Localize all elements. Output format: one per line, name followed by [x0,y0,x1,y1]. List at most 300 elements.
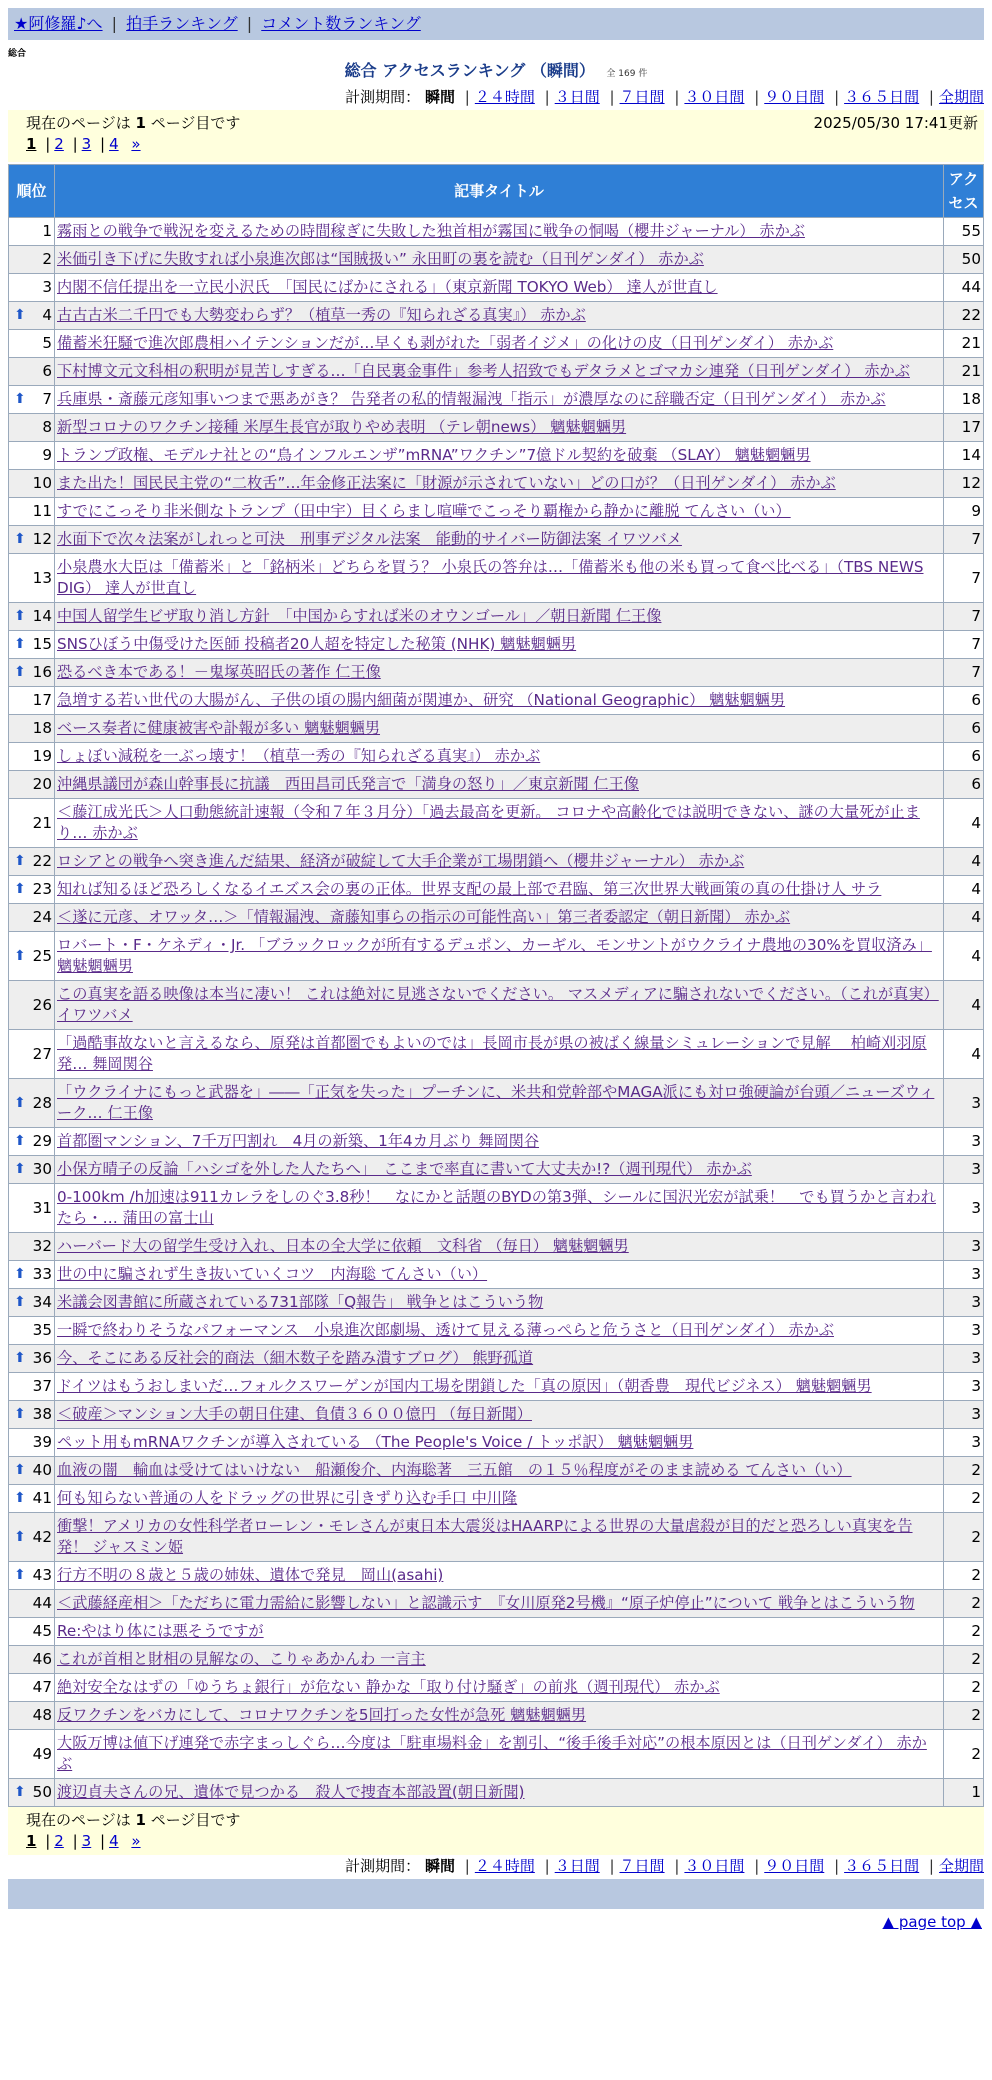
rank-cell [9,1156,55,1184]
title-cell [55,1513,944,1562]
table-row [9,743,984,771]
home-link[interactable]: ★阿修羅♪へ [14,14,103,33]
title-cell [55,218,944,246]
rank-up-arrow-icon: ⬆ [14,664,26,680]
rank-cell [9,1429,55,1457]
article-title-link[interactable]: ＜藤江成光氏＞人口動態統計速報（令和７年３月分）「過去最高を更新。 コロナや高齢化では説明できない、謎の大量死が止まり… 赤かぶ [57,803,920,842]
title-cell [55,1401,944,1429]
period-365d-link[interactable]: ３６５日間 [844,88,920,106]
page-info: 現在のページは 1 ページ目です [26,1811,241,1829]
article-title-link[interactable]: 絶対安全なはずの「ゆうちょ銀行」が危ない 静かな「取り付け騒ぎ」の前兆（週刊現代） 赤かぶ [57,1678,720,1696]
rank-cell [9,1373,55,1401]
article-title-link[interactable]: すでにこっそり非米側なトランプ（田中宇）目くらまし喧嘩でこっそり覇権から静かに離脱 てんさい（い） [57,502,791,520]
table-row [9,1079,984,1128]
rank-cell [9,932,55,981]
rank-number: 8 [42,418,52,436]
title-cell [55,631,944,659]
access-count: 6 [944,771,984,799]
total-count: 全 169 件 [606,69,648,79]
article-title-link[interactable]: 渡辺貞夫さんの兄、遺体で見つかる 殺人で捜査本部設置(朝日新聞) [57,1783,525,1801]
title-cell [55,981,944,1030]
rank-cell [9,687,55,715]
table-header-row [9,165,984,218]
title-cell [55,715,944,743]
rank-number: 37 [32,1377,52,1395]
access-count: 2 [944,1730,984,1779]
rank-cell [9,1401,55,1429]
title-cell [55,274,944,302]
rank-number: 34 [32,1293,52,1311]
rank-number: 22 [32,852,52,870]
rank-number: 43 [32,1566,52,1584]
period-label: 計測期間： [345,1857,421,1875]
table-row [9,631,984,659]
title-cell [55,1702,944,1730]
article-title-link[interactable]: ロバート・F・ケネディ・Jr. 「ブラックロックが所有するデュポン、カーギル、モンサントがウクライナ農地の30%を買収済み」 魑魅魍魎男 [57,936,932,975]
access-count: 2 [944,1457,984,1485]
article-title-link[interactable]: トランプ政権、モデルナ社との“鳥インフルエンザ”mRNA”ワクチン”7億ドル契約を破棄 （SLAY） 魑魅魍魎男 [57,446,811,464]
rank-number: 44 [32,1594,52,1612]
pager-page-2[interactable]: 2 [54,1832,64,1850]
page-info: 現在のページは 1 ページ目です [26,114,241,132]
nav-separator: | [246,14,253,33]
rank-cell [9,1590,55,1618]
header-rank: 順位 [9,165,55,218]
rank-cell [9,1702,55,1730]
period-7d-link[interactable]: ７日間 [619,1857,665,1875]
rank-number: 23 [32,880,52,898]
title-cell [55,386,944,414]
period-30d-link[interactable]: ３０日間 [684,1857,745,1875]
rank-cell [9,715,55,743]
article-title-link[interactable]: ドイツはもうおしまいだ…フォルクスワーゲンが国内工場を閉鎖した「真の原因」（朝香豊 現代ビジネス） 魑魅魍魎男 [57,1377,872,1395]
rank-number: 40 [32,1461,52,1479]
rank-number: 7 [42,390,52,408]
article-title-link[interactable]: しょぼい減税を一ぶっ壊す！（植草一秀の『知られざる真実』） 赤かぶ [57,747,541,765]
article-title-link[interactable]: 恐るべき本である！－鬼塚英昭氏の著作 仁王像 [57,663,381,681]
rank-number: 26 [32,995,52,1014]
title-cell [55,799,944,848]
article-title-link[interactable]: これが首相と財相の見解なの、こりゃあかんわ 一言主 [57,1650,426,1668]
article-title-link[interactable]: SNSひぼう中傷受けた医師 投稿者20人超を特定した秘策 (NHK) 魑魅魍魎男 [57,635,577,653]
pager-next[interactable]: » [131,135,141,153]
article-title-link[interactable]: 今、そこにある反社会的商法（細木数子を踏み潰すブログ） 熊野孤道 [57,1349,534,1367]
rank-cell [9,981,55,1030]
table-row [9,715,984,743]
rank-cell [9,743,55,771]
access-count: 4 [944,848,984,876]
title-cell [55,1485,944,1513]
table-row [9,302,984,330]
rank-up-arrow-icon: ⬆ [14,1161,26,1177]
title-cell [55,1345,944,1373]
table-row [9,470,984,498]
rank-cell [9,470,55,498]
title-cell [55,1590,944,1618]
article-title-link[interactable]: Re:やはり体には悪そうですが [57,1622,264,1640]
table-row [9,330,984,358]
nav-separator: | [111,14,118,33]
rank-number: 41 [32,1489,52,1507]
article-title-link[interactable]: ロシアとの戦争へ突き進んだ結果、経済が破綻して大手企業が工場閉鎖へ（櫻井ジャーナル） 赤かぶ [57,852,745,870]
access-count: 7 [944,526,984,554]
period-7d-link[interactable]: ７日間 [619,88,665,106]
title-cell [55,1457,944,1485]
title-cell [55,1730,944,1779]
header-title: 記事タイトル [55,165,944,218]
title-cell [55,330,944,358]
current-page-number: 1 [135,1811,146,1829]
period-90d-link[interactable]: ９０日間 [764,1857,825,1875]
title-cell [55,1030,944,1079]
rank-cell [9,1184,55,1233]
table-row [9,771,984,799]
article-title-link[interactable]: 沖縄県議団が森山幹事長に抗議 西田昌司氏発言で「満身の怒り」／東京新聞 仁王像 [57,775,639,793]
rank-up-arrow-icon: ⬆ [14,1094,26,1111]
rank-up-arrow-icon: ⬆ [14,1266,26,1282]
table-row [9,414,984,442]
article-title-link[interactable]: 米議会図書館に所蔵されている731部隊「Q報告」 戦争とはこういう物 [57,1293,544,1311]
table-row [9,1590,984,1618]
period-all-link[interactable]: 全期間 [938,1857,984,1875]
rank-number: 32 [32,1237,52,1255]
table-row [9,1457,984,1485]
pager-page-3[interactable]: 3 [81,1832,92,1850]
rank-cell [9,274,55,302]
page-info-box-bottom [8,1807,984,1855]
rank-cell [9,554,55,603]
article-title-link[interactable]: 小泉農水大臣は「備蓄米」と「銘柄米」どちらを買う？ 小泉氏の答弁は…「備蓄米も他の米も買って食べ比べる」（TBS NEWS DIG） 達人が世直し [57,558,924,597]
rank-number: 45 [32,1622,52,1640]
table-row [9,1128,984,1156]
period-3d-link[interactable]: ３日間 [554,88,600,106]
access-count: 4 [944,1030,984,1079]
rank-cell [9,1345,55,1373]
rank-up-arrow-icon: ⬆ [14,1294,26,1310]
access-count: 2 [944,1618,984,1646]
title-cell [55,526,944,554]
bottom-bar [8,1879,984,1909]
period-24h-link[interactable]: ２４時間 [474,1857,535,1875]
rank-number: 4 [42,306,52,324]
rank-up-arrow-icon: ⬆ [14,391,26,407]
table-row [9,442,984,470]
article-title-link[interactable]: 「ウクライナにもっと武器を」――「正気を失った」プーチンに、米共和党幹部やMAGA派にも対ロ強硬論が台頭／ニューズウィーク… 仁王像 [57,1083,935,1122]
period-90d-link[interactable]: ９０日間 [764,88,825,106]
article-title-link[interactable]: 兵庫県・斎藤元彦知事いつまで悪あがき？ 告発者の私的情報漏洩「指示」が濃厚なのに辞職否定（日刊ゲンダイ） 赤かぶ [57,390,886,408]
rank-number: 6 [42,362,52,380]
access-count: 50 [944,246,984,274]
title-cell [55,876,944,904]
rank-number: 14 [32,607,52,625]
table-row [9,1646,984,1674]
table-row [9,246,984,274]
access-count: 3 [944,1128,984,1156]
article-title-link[interactable]: 内閣不信任提出を一立民小沢氏 「国民にばかにされる」（東京新聞 TOKYO Web） 達人が世直し [57,278,718,296]
access-count: 7 [944,603,984,631]
period-3d-link[interactable]: ３日間 [554,1857,600,1875]
title-cell [55,771,944,799]
rank-number: 48 [32,1706,52,1724]
table-row [9,1702,984,1730]
rank-cell [9,1674,55,1702]
updated-timestamp: 2025/05/30 17:41更新 [813,114,978,132]
rank-cell [9,302,55,330]
article-title-link[interactable]: 急増する若い世代の大腸がん、子供の頃の腸内細菌が関連か、研究 （National Geographic） 魑魅魍魎男 [57,691,786,709]
rank-number: 30 [32,1160,52,1178]
access-count: 6 [944,687,984,715]
section-tag: 総合 [8,49,27,59]
rank-cell [9,358,55,386]
article-title-link[interactable]: 行方不明の８歳と５歳の姉妹、遺体で発見 岡山(asahi) [57,1566,444,1584]
rank-cell [9,876,55,904]
table-row [9,1373,984,1401]
rank-number: 10 [32,474,52,492]
table-row [9,1618,984,1646]
page-title [0,60,992,85]
access-count: 22 [944,302,984,330]
access-count: 3 [944,1184,984,1233]
article-title-link[interactable]: 首都圏マンション、7千万円割れ 4月の新築、1年4カ月ぶり 舞岡関谷 [57,1132,540,1150]
pager-page-4[interactable]: 4 [109,1832,119,1850]
period-selector-bottom: 計測期間： 瞬間 | ２４時間 | ３日間 | ７日間 | ３０日間 | ９０日間 | ３６５日間 | 全期間 [345,1857,984,1875]
pager-page-3[interactable]: 3 [81,135,92,153]
title-cell [55,414,944,442]
title-cell [55,1317,944,1345]
pager-page-2[interactable]: 2 [54,135,64,153]
period-365d-link[interactable]: ３６５日間 [844,1857,920,1875]
rank-cell [9,1261,55,1289]
article-title-link[interactable]: また出た！国民民主党の“二枚舌”…年金修正法案に「財源が示されていない」どの口が？（日刊ゲンダイ） 赤かぶ [57,474,836,492]
article-title-link[interactable]: 一瞬で終わりそうなパフォーマンス 小泉進次郎劇場、透けて見える薄っぺらと危うさと（日刊ゲンダイ） 赤かぶ [57,1321,834,1339]
rank-up-arrow-icon: ⬆ [14,531,26,547]
rank-cell [9,904,55,932]
table-row [9,981,984,1030]
table-row [9,1779,984,1807]
period-label: 計測期間： [345,88,421,106]
rank-cell [9,330,55,358]
access-count: 44 [944,274,984,302]
access-count: 3 [944,1079,984,1128]
page-info-box-top [8,110,984,162]
title-cell [55,1562,944,1590]
rank-number: 39 [32,1433,52,1451]
access-count: 2 [944,1646,984,1674]
title-cell [55,848,944,876]
rank-number: 15 [32,635,52,653]
table-row [9,1562,984,1590]
table-row [9,1184,984,1233]
top-nav-bar [8,8,984,40]
access-count: 7 [944,631,984,659]
article-title-link[interactable]: 小保方晴子の反論「ハシゴを外した人たちへ」 ここまで率直に書いて大丈夫か!?（週刊現代） 赤かぶ [57,1160,752,1178]
table-row [9,1401,984,1429]
table-row [9,1485,984,1513]
title-text: 総合 アクセスランキング （瞬間） [344,61,595,80]
article-title-link[interactable]: 何も知らない普通の人をドラッグの世界に引きずり込む手口 中川隆 [57,1489,518,1507]
pager-page-4[interactable]: 4 [109,135,119,153]
table-row [9,1429,984,1457]
rank-number: 50 [32,1783,52,1801]
rank-number: 46 [32,1650,52,1668]
table-row [9,358,984,386]
table-row [9,904,984,932]
rank-cell [9,1730,55,1779]
table-row [9,603,984,631]
rank-cell [9,1289,55,1317]
rank-cell [9,1317,55,1345]
table-row [9,659,984,687]
rank-cell [9,1079,55,1128]
access-count: 2 [944,1590,984,1618]
period-current: 瞬間 [424,1857,455,1875]
table-row [9,876,984,904]
access-count: 2 [944,1485,984,1513]
rank-cell [9,414,55,442]
rank-up-arrow-icon: ⬆ [14,881,26,897]
article-title-link[interactable]: ペット用もmRNAワクチンが導入されている （The People's Voice / トッポ訳） 魑魅魍魎男 [57,1433,694,1451]
access-count: 4 [944,799,984,848]
rank-cell [9,1562,55,1590]
table-row [9,1317,984,1345]
rank-cell [9,1233,55,1261]
header-access: アクセス [944,165,984,218]
rank-up-arrow-icon: ⬆ [14,947,26,964]
period-current: 瞬間 [424,88,455,106]
rank-number: 47 [32,1678,52,1696]
rank-number: 42 [32,1527,52,1546]
pager-current: 1 [26,1832,37,1850]
rank-number: 13 [32,568,52,587]
title-cell [55,1646,944,1674]
article-title-link[interactable]: ベース奏者に健康被害や訃報が多い 魑魅魍魎男 [57,719,381,737]
access-count: 12 [944,470,984,498]
rank-cell [9,603,55,631]
rank-up-arrow-icon: ⬆ [14,853,26,869]
title-cell [55,554,944,603]
period-24h-link[interactable]: ２４時間 [474,88,535,106]
table-row [9,1261,984,1289]
access-count: 55 [944,218,984,246]
article-title-link[interactable]: 中国人留学生ビザ取り消し方針 「中国からすれば米のオウンゴール」／朝日新聞 仁王像 [57,607,662,625]
article-title-link[interactable]: 大阪万博は値下げ連発で赤字まっしぐら…今度は「駐車場料金」を割引、“後手後手対応”の根本原因とは（日刊ゲンダイ） 赤かぶ [57,1734,927,1773]
title-cell [55,687,944,715]
article-title-link[interactable]: ハーバード大の留学生受け入れ、日本の全大学に依頼 文科省 （毎日） 魑魅魍魎男 [57,1237,629,1255]
rank-number: 31 [32,1198,52,1217]
rank-cell [9,246,55,274]
access-count: 7 [944,554,984,603]
article-title-link[interactable]: 世の中に騙されず生き抜いていくコツ 内海聡 てんさい（い） [57,1265,488,1283]
article-title-link[interactable]: 知れば知るほど恐ろしくなるイエズス会の裏の正体。世界支配の最上部で君臨、第三次世界大戦画策の真の仕掛け人 サラ [57,880,882,898]
rank-number: 21 [32,813,52,832]
article-title-link[interactable]: 水面下で次々法案がしれっと可決 刑事デジタル法案 能動的サイバー防御法案 イワツバメ [57,530,682,548]
article-title-link[interactable]: 衝撃！アメリカの女性科学者ローレン・モレさんが東日本大震災はHAARPによる世界の大量虐殺が目的だと恐ろしい真実を告発！ ジャスミン姫 [57,1517,913,1556]
article-title-link[interactable]: ＜遂に元彦、オワッタ…＞「情報漏洩、斎藤知事らの指示の可能性高い」第三者委認定（朝日新聞） 赤かぶ [57,908,791,926]
rank-up-arrow-icon: ⬆ [14,1567,26,1583]
access-count: 4 [944,981,984,1030]
rank-number: 25 [32,946,52,965]
article-title-link[interactable]: 備蓄米狂騒で進次郎農相ハイテンションだが…早くも剥がれた「弱者イジメ」の化けの皮（日刊ゲンダイ） 赤かぶ [57,334,834,352]
rank-number: 35 [32,1321,52,1339]
rank-cell [9,1128,55,1156]
rank-up-arrow-icon: ⬆ [14,1784,26,1800]
period-30d-link[interactable]: ３０日間 [684,88,745,106]
current-page-number: 1 [135,114,146,132]
rank-number: 18 [32,719,52,737]
article-title-link[interactable]: 新型コロナのワクチン接種 米厚生長官が取りやめ表明 （テレ朝news） 魑魅魍魎男 [57,418,627,436]
article-title-link[interactable]: 「過酷事故ないと言えるなら、原発は首都圏でもよいのでは」長岡市長が県の被ばく線量シミュレーションで見解 柏崎刈羽原発… 舞岡関谷 [57,1034,927,1073]
title-cell [55,498,944,526]
table-row [9,1289,984,1317]
rank-number: 29 [32,1132,52,1150]
table-row [9,932,984,981]
access-count: 9 [944,498,984,526]
title-cell [55,603,944,631]
article-title-link[interactable]: 血液の闇 輸血は受けてはいけない 船瀬俊介、内海聡著 三五館 の１５％程度がそのまま読める てんさい（い） [57,1461,852,1479]
access-count: 3 [944,1317,984,1345]
title-cell [55,1079,944,1128]
article-title-link[interactable]: 下村博文元文科相の釈明が見苦しすぎる…「自民裏金事件」参考人招致でもデタラメとゴマカシ連発（日刊ゲンダイ） 赤かぶ [57,362,910,380]
ranking-table [8,164,984,1807]
rank-cell [9,1618,55,1646]
rank-cell [9,659,55,687]
title-cell [55,1233,944,1261]
rank-up-arrow-icon: ⬆ [14,1350,26,1366]
rank-up-arrow-icon: ⬆ [14,1528,26,1545]
pager-next[interactable]: » [131,1832,141,1850]
table-row [9,526,984,554]
table-row [9,1156,984,1184]
title-cell [55,1261,944,1289]
article-title-link[interactable]: この真実を語る映像は本当に凄い！ これは絶対に見逃さないでください。 マスメディアに騙されないでください。（これが真実） イワツバメ [57,985,939,1024]
clap-ranking-link[interactable]: 拍手ランキング [126,14,238,33]
title-cell [55,1618,944,1646]
article-title-link[interactable]: 反ワクチンをバカにして、コロナワクチンを5回打った女性が急死 魑魅魍魎男 [57,1706,587,1724]
access-count: 3 [944,1289,984,1317]
article-title-link[interactable]: ＜破産＞マンション大手の朝日住建、負債３６００億円 （毎日新聞） [57,1405,532,1423]
rank-cell [9,442,55,470]
article-title-link[interactable]: 0-100km /h加速は911カレラをしのぐ3.8秒！ なにかと話題のBYDの第3弾、シールに国沢光宏が試乗！ でも買うかと言われたら・… 蒲田の富士山 [57,1188,936,1227]
table-row [9,799,984,848]
rank-up-arrow-icon: ⬆ [14,1133,26,1149]
period-all-link[interactable]: 全期間 [938,88,984,106]
access-count: 6 [944,715,984,743]
rank-cell [9,526,55,554]
table-row [9,1233,984,1261]
article-title-link[interactable]: 古古古米二千円でも大勢変わらず？（植草一秀の『知られざる真実』） 赤かぶ [57,306,586,324]
article-title-link[interactable]: 米価引き下げに失敗すれば小泉進次郎は“国賊扱い” 永田町の裏を読む（日刊ゲンダイ） 赤かぶ [57,250,704,268]
article-title-link[interactable]: 霧雨との戦争で戦況を変えるための時間稼ぎに失敗した独首相が霧国に戦争の恫喝（櫻井ジャーナル） 赤かぶ [57,222,805,240]
table-row [9,1674,984,1702]
rank-number: 27 [32,1044,52,1063]
access-count: 1 [944,1779,984,1807]
comment-ranking-link[interactable]: コメント数ランキング [261,14,421,33]
rank-number: 17 [32,691,52,709]
rank-up-arrow-icon: ⬆ [14,1406,26,1422]
rank-number: 3 [42,278,52,296]
pager-top: 1 | 2 | 3 | 4 » [26,135,141,153]
title-cell [55,1156,944,1184]
page-top-link[interactable]: ▲ page top ▲ [882,1913,982,1931]
access-count: 6 [944,743,984,771]
rank-number: 20 [32,775,52,793]
title-cell [55,932,944,981]
access-count: 4 [944,932,984,981]
article-title-link[interactable]: ＜武藤経産相＞「ただちに電力需給に影響しない」と認識示す 『女川原発2号機』“原子炉停止”について 戦争とはこういう物 [57,1594,915,1612]
title-cell [55,1429,944,1457]
table-row [9,1030,984,1079]
title-cell [55,659,944,687]
